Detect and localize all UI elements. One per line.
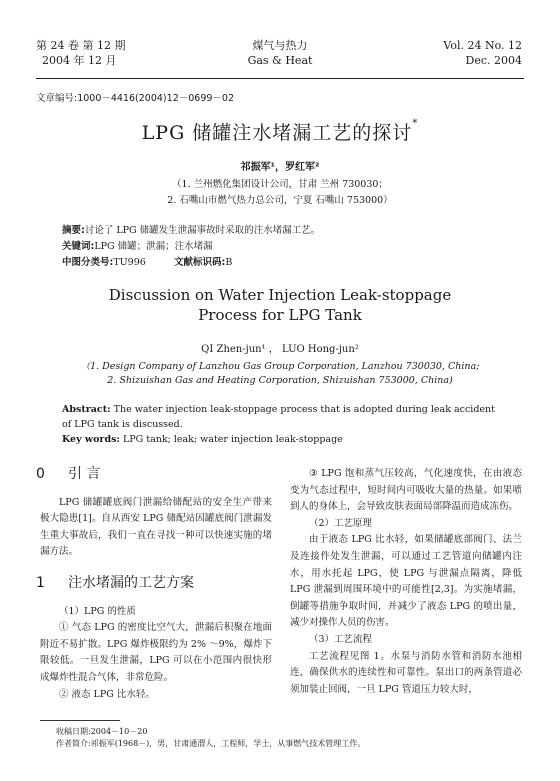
affiliation-cn-2: 2. 石嘴山市燃气热力总公司，宁夏 石嘴山 753000） [167, 195, 393, 206]
title-en-line-1: Discussion on Water Injection Leak-stoppage [108, 286, 452, 304]
subsection-heading-1: （1）LPG 的性质 [59, 605, 136, 617]
footnote-author: 作者简介:祁振军(1968－)，男，甘肃通渭人，工程师，学士，从事燃气技术管理工作。 [56, 739, 366, 748]
footnote-received: 收稿日期:2004－10－20 [56, 727, 148, 736]
right-column [290, 466, 522, 698]
section-0-heading: 0 引 言 [36, 466, 101, 482]
document-code: 文献标识码:B [174, 257, 233, 268]
abstract-cn: 摘要:讨论了 LPG 储罐发生泄漏事故时采取的注水堵漏工艺。 [62, 225, 321, 236]
volume-info: Vol. 24 No. 12 Dec. 2004 [443, 39, 522, 67]
process-paragraph: 工艺流程见图 1。水泵与消防水管和消防水池相连，确保供水的连续性和可靠性。泵出口的两条管道必须加装止回阀，一旦 LPG 管道压力较大时， [290, 650, 522, 695]
journal-name: 煤气与热力 Gas & Heat [247, 39, 313, 67]
article-number: 文章编号:1000－4416(2004)12－0699－02 [36, 93, 234, 104]
journal-header [0, 38, 560, 78]
property-item-3: ③ LPG 饱和蒸气压较高，气化速度快，在由液态变为气态过程中，短时间内可吸收大量的热量。如果喷到人的身体上，会导致皮肤表面局部降温而造成冻伤。 [290, 468, 522, 513]
affiliation-en-1: （1. Design Company of Lanzhou Gas Group Corporation, Lanzhou 730030, China; [80, 361, 480, 372]
subsection-heading-2: （2）工艺原理 [309, 517, 373, 529]
left-column [36, 466, 272, 703]
footnote-rule [40, 720, 120, 721]
header-rule [36, 78, 524, 79]
subsection-heading-3: （3）工艺流程 [309, 633, 373, 645]
abstract-en: Abstract: The water injection leak-stoppage process that is adopted during leak accident of LPG tank is discussed. [62, 404, 495, 430]
classification: 中图分类号:TU996 文献标识码:B [62, 254, 146, 268]
principle-paragraph: 由于液态 LPG 比水轻，如果储罐底部阀门、法兰及连接件处发生泄漏，可以通过工艺管道向储罐内注水，用水托起 LPG，使 LPG 与泄漏点隔离，降低 LPG 泄漏到周围环境中的可能性[2,3]。为实施堵漏，倒罐等措施争取时间，并减少了液态 LPG 的喷出量，减少对操作人员的伤害。 [290, 534, 522, 629]
intro-paragraph: LPG 储罐罐底阀门泄漏给储配站的安全生产带来极大隐患[1]。自从西安 LPG 储配站因罐底阀门泄漏发生重大事故后，我们一直在寻找一种可以快速实施的堵漏方法。 [40, 496, 272, 558]
keywords-cn: 关键词:LPG 储罐；泄漏；注水堵漏 [62, 241, 213, 252]
authors-cn: 祁振军¹，罗红军² [240, 162, 320, 173]
issue-info: 第 24 卷 第 12 期 2004 年 12 月 [36, 39, 126, 67]
property-item-2: ② 液态 LPG 比水轻。 [59, 688, 155, 700]
title-cn: LPG 储罐注水堵漏工艺的探讨* [141, 118, 419, 144]
affiliation-cn-1: （1. 兰州燃化集团设计公司，甘肃 兰州 730030； [172, 179, 388, 190]
authors-en: QI Zhen-jun¹ ， LUO Hong-jun² [201, 344, 359, 355]
section-1-heading: 1 注水堵漏的工艺方案 [36, 574, 194, 591]
keywords-en: Key words: LPG tank; leak; water injection leak-stoppage [62, 434, 343, 445]
affiliation-en-2: 2. Shizuishan Gas and Heating Corporation, Shizuishan 753000, China) [107, 375, 453, 386]
title-en-line-2: Process for LPG Tank [198, 306, 362, 324]
property-item-1: ① 气态 LPG 的密度比空气大，泄漏后积聚在地面附近不易扩散。LPG 爆炸极限约为 2% ～9%，爆炸下限较低。一旦发生泄漏，LPG 可以在小范围内很快形成爆炸性混合气体，非常危险。 [40, 622, 272, 683]
